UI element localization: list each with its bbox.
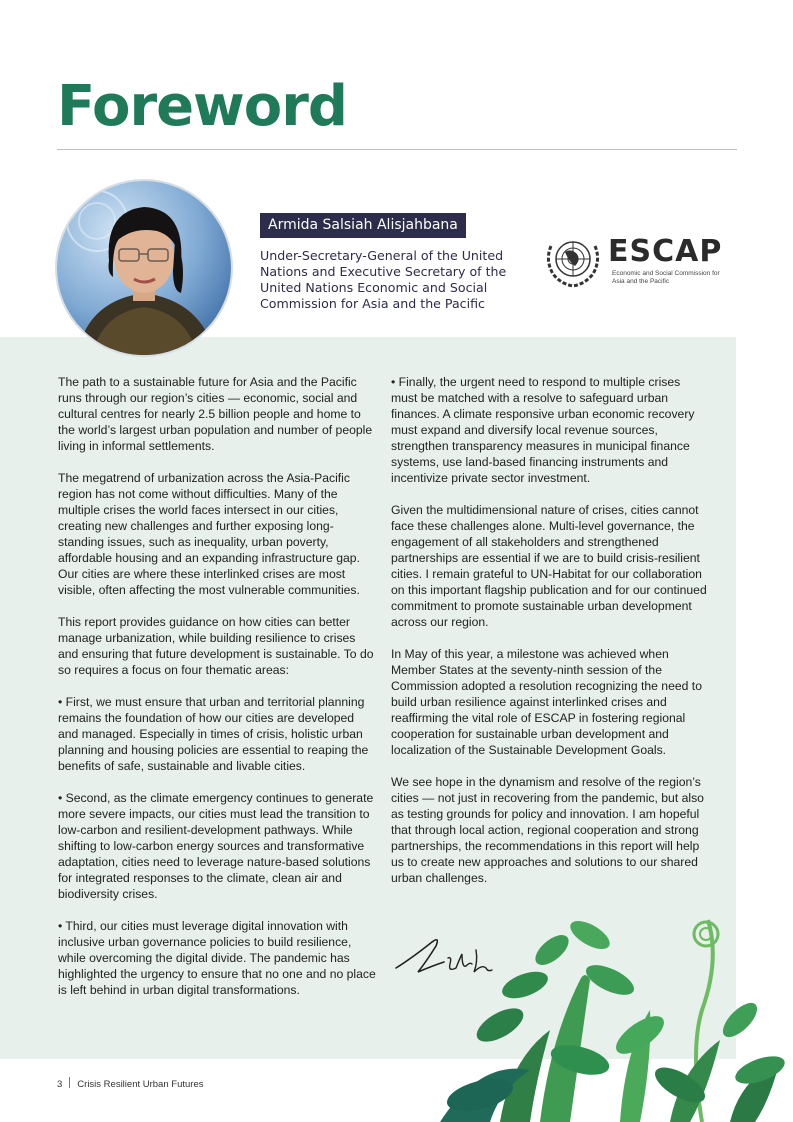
page-footer	[57, 1077, 203, 1090]
bullet-paragraph: • Second, as the climate emergency continues to generate more severe impacts, our cities must lead the transition to low-carbon and resilient-development pathways. While shifting to low-carbon energy sources and transformative adaptation, cities need to leverage nature-based solutions for integrated responses to the climate, clean air and biodiversity crises.	[58, 791, 374, 901]
publication-title: Crisis Resilient Urban Futures	[77, 1079, 204, 1090]
author-role: Under-Secretary-General of the United Nations and Executive Secretary of the United Nations Economic and Social Commission for Asia and the Pacific	[260, 248, 507, 311]
un-emblem-icon	[541, 232, 605, 290]
page-number: 3	[57, 1079, 63, 1090]
author-portrait	[57, 181, 231, 355]
bullet-paragraph: • Third, our cities must leverage digital innovation with inclusive urban governance policies to build resilience, while overcoming the digital divide. The pandemic has highlighted the urgency to ensure that no one and no place is left behind in urban digital transformations.	[58, 919, 376, 997]
author-name: Armida Salsiah Alisjahbana	[260, 213, 466, 238]
body-column-right	[391, 374, 709, 902]
paragraph: The path to a sustainable future for Asia and the Pacific runs through our region’s cities — economic, social and cultural centres for nearly 2.5 billion people and home to the world’s largest urban population and number of people living in informal settlements.	[58, 375, 373, 453]
paragraph: In May of this year, a milestone was achieved when Member States at the seventy-ninth session of the Commission adopted a resolution recognizing the need to build urban resilience against interlinked crises and reaffirming the vital role of ESCAP in fostering regional cooperation for sustainable urban development and localization of the Sustainable Development Goals.	[391, 647, 702, 757]
paragraph: We see hope in the dynamism and resolve of the region’s cities — not just in recovering from the pandemic, but also as testing grounds for policy and innovation. I am hopeful that through local action, regional cooperation and strong partnerships, the recommendations in this report will help us to create new approaches and solutions to our shared urban challenges.	[391, 775, 704, 885]
body-column-left	[58, 374, 376, 1014]
paragraph: Given the multidimensional nature of crises, cities cannot face these challenges alone. Multi-level governance, the engagement of all stakeholders and strengthened partnerships are essential if we are to build crisis-resilient cities. I remain grateful to UN-Habitat for our collaboration on this important flagship publication and for our continued commitment to promote sustainable urban development across our region.	[391, 503, 707, 629]
bullet-paragraph: • First, we must ensure that urban and territorial planning remains the foundation of how our cities are developed and managed. Especially in times of crisis, holistic urban planning and housing policies are essential to reaping the benefits of safe, sustainable and livable cities.	[58, 695, 369, 773]
page-title: Foreword	[57, 74, 347, 139]
escap-logo	[541, 232, 721, 292]
paragraph: This report provides guidance on how cities can better manage urbanization, while building resilience to crises and ensuring that future development is sustainable. To do so requires a focus on four thematic areas:	[58, 615, 374, 677]
title-divider	[57, 149, 737, 150]
bullet-paragraph: • Finally, the urgent need to respond to multiple crises must be matched with a resolve to safeguard urban finances. A climate responsive urban economic recovery must expand and diversify local revenue sources, strengthen transparency measures in municipal finance systems, use land-based financing instruments and incentivize private sector investment.	[391, 375, 695, 485]
paragraph: The megatrend of urbanization across the Asia-Pacific region has not come without difficulties. Many of the multiple crises the world faces intersect in our cities, creating new challenges and further exposing long-standing issues, such as inequality, urban poverty, affordable housing and an expanding infrastructure gap. Our cities are where these interlinked crises are most visible, often affecting the most vulnerable communities.	[58, 471, 360, 597]
footer-divider	[69, 1077, 70, 1088]
logo-subtitle: Economic and Social Commission for Asia and the Pacific	[612, 270, 720, 285]
logo-wordmark: ESCAP	[608, 234, 723, 269]
plant-decoration-icon	[440, 890, 793, 1122]
